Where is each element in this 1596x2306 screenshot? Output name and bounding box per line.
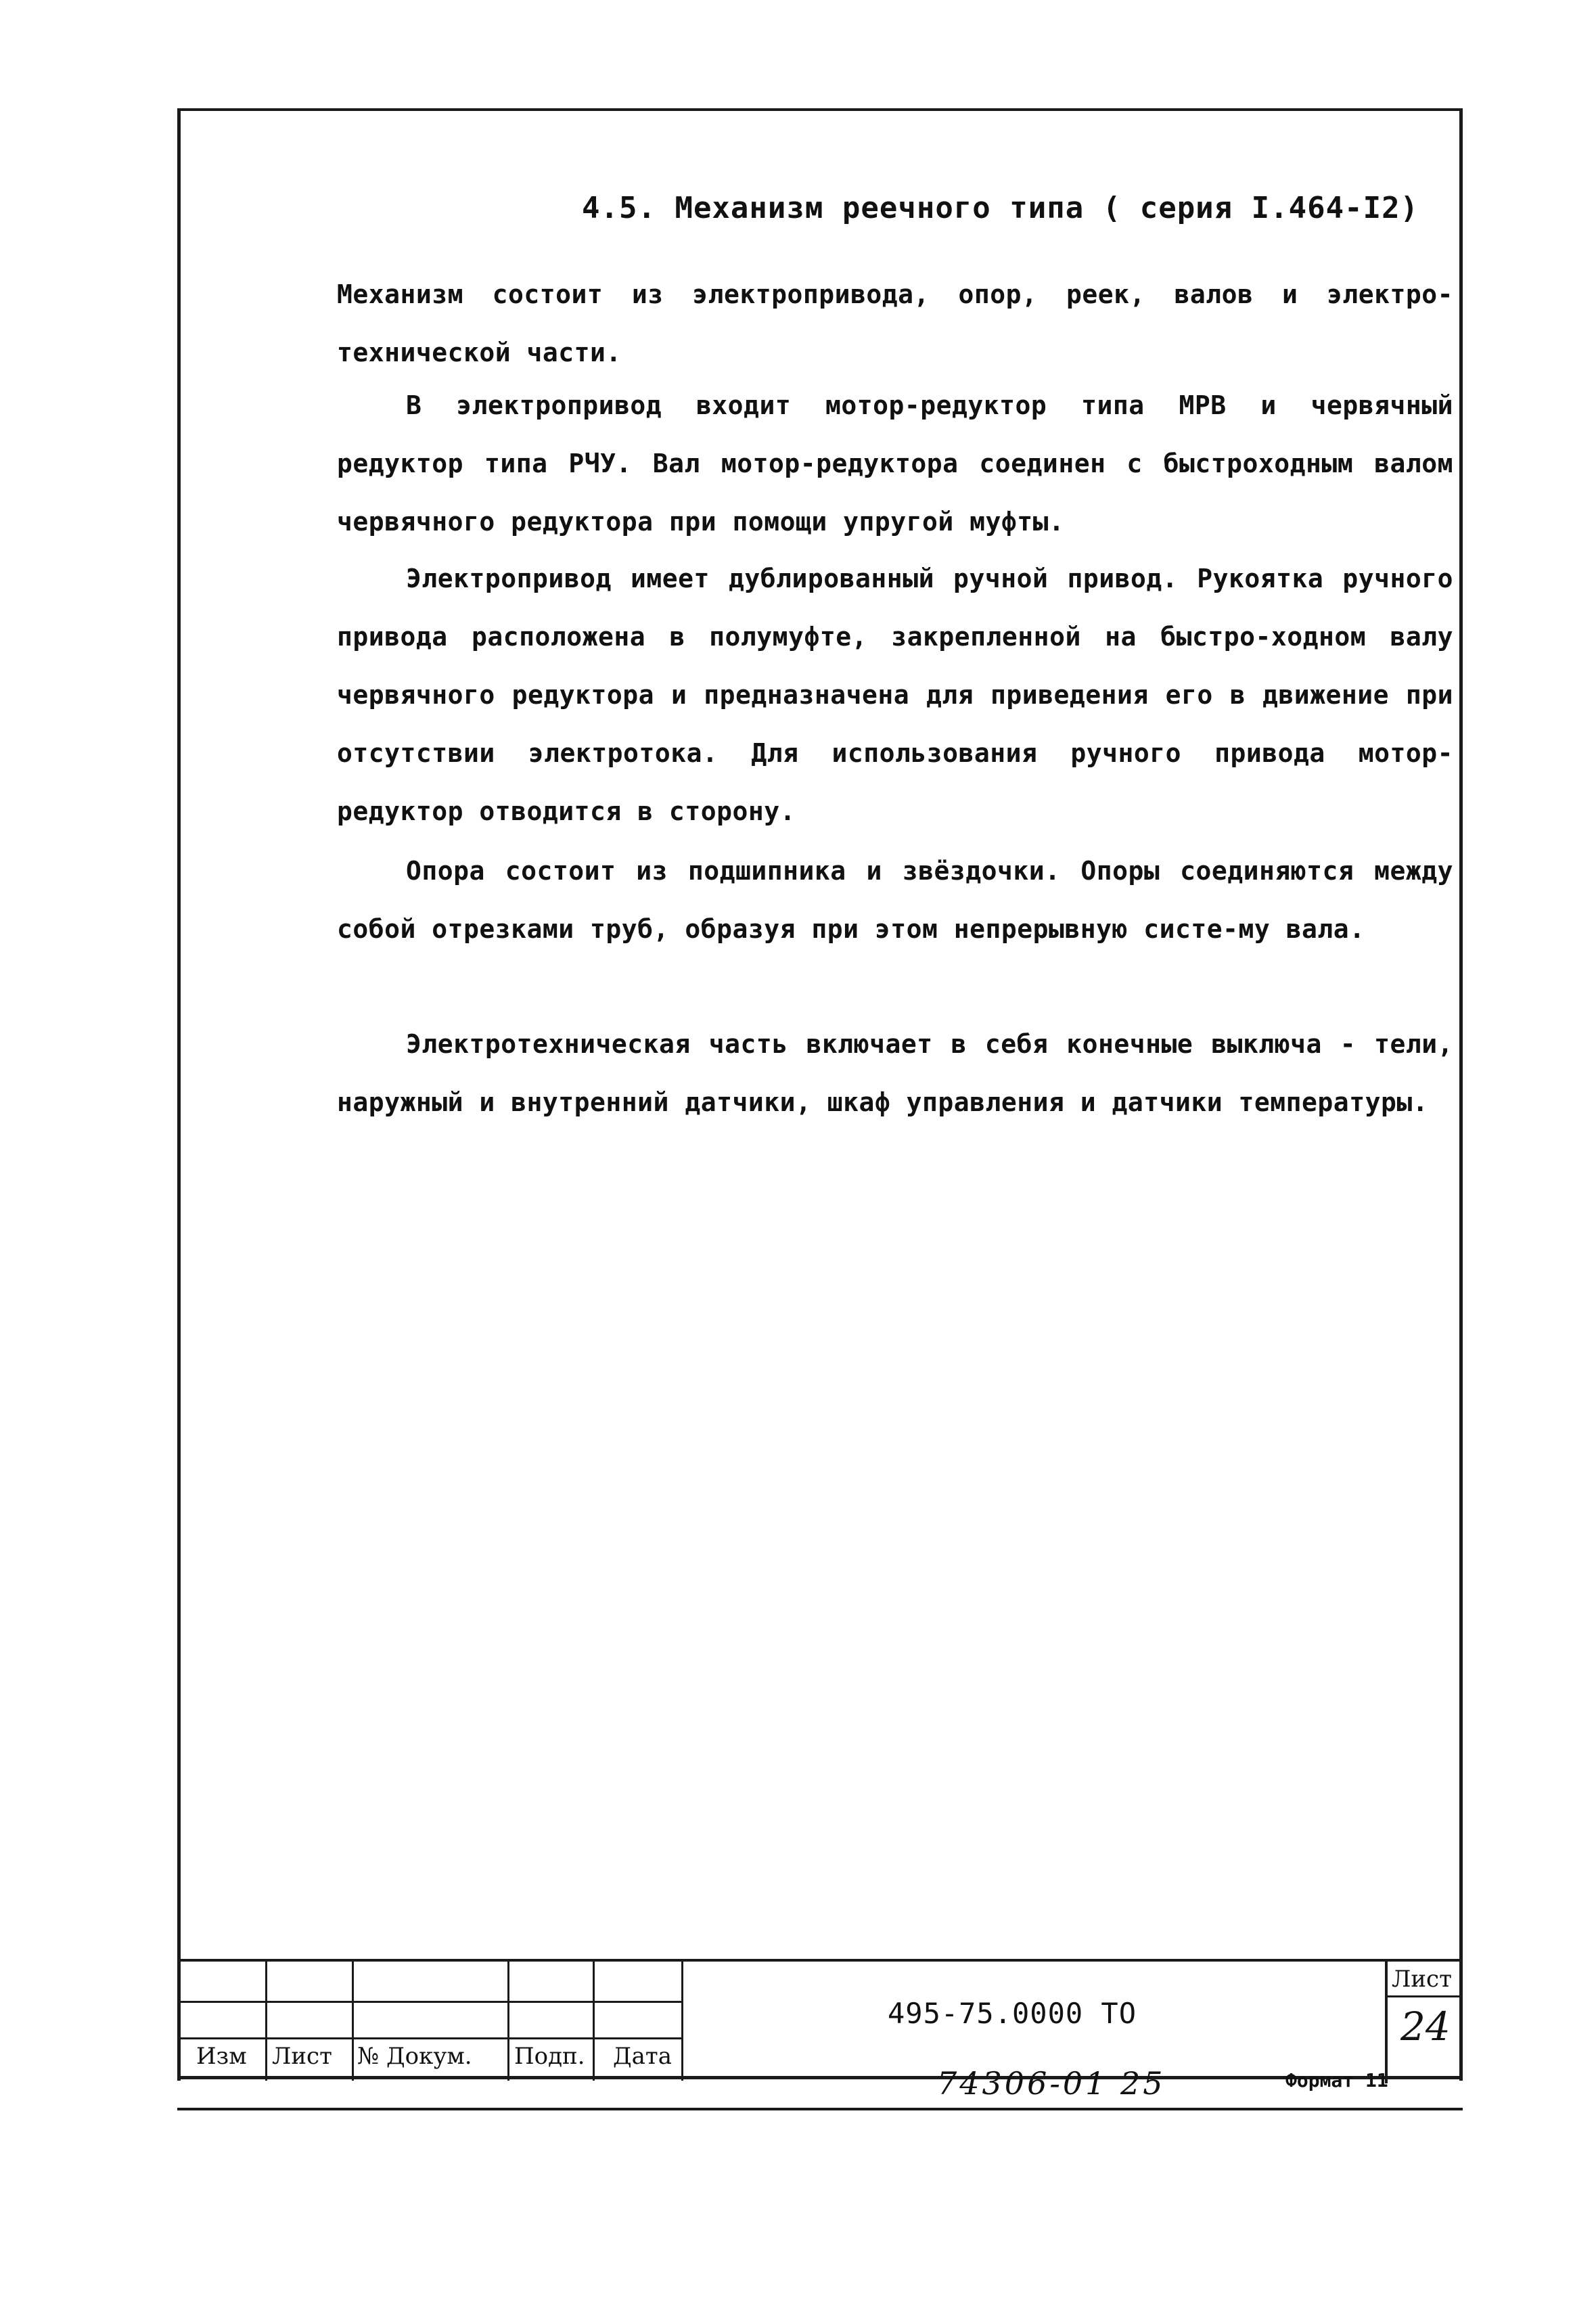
title-block-row-line: [177, 2001, 681, 2003]
sheet-label: Лист: [1392, 1966, 1452, 1993]
sheet-separator: [1385, 1995, 1463, 1997]
title-block-col-line: [352, 1962, 354, 2081]
title-block-col-line: [593, 1962, 595, 2081]
document-code: 495-75.0000 ТО: [888, 1997, 1137, 2030]
paragraph-5: Электротехническая часть включает в себя конечные выключа - тели, наружный и внутренний датчики, шкаф управления и датчики температуры.: [337, 1029, 1453, 1117]
bottom-rule-outer: [177, 2108, 1463, 2110]
title-block-col-line: [265, 1962, 267, 2081]
section-heading: 4.5. Механизм реечного типа ( серия I.464-I2): [582, 191, 1419, 225]
col-izm-label: Изм: [196, 2043, 247, 2070]
title-block-row-line: [177, 2037, 681, 2039]
sheet-number: 24: [1400, 2004, 1451, 2050]
paragraph-4: Опора состоит из подшипника и звёздочки. Опоры соединяются между собой отрезками труб, образуя при этом непрерывную систе-му вала.: [337, 856, 1453, 944]
title-block-col-line: [507, 1962, 509, 2081]
col-doc-label: № Докум.: [357, 2043, 472, 2070]
paragraph-1: Механизм состоит из электропривода, опор, реек, валов и электро-технической части.: [337, 279, 1453, 367]
paragraph-2: В электропривод входит мотор-редуктор типа МРВ и червячный редуктор типа РЧУ. Вал мотор-редуктора соединен с быстроходным валом червячного редуктора при помощи упругой муфты.: [337, 390, 1453, 537]
format-label: Формат 11: [1285, 2069, 1388, 2092]
handwritten-inventory-number: 74306-01 25: [937, 2065, 1166, 2102]
col-data-label: Дата: [613, 2043, 672, 2070]
title-block: [177, 1959, 1463, 2081]
col-list-label: Лист: [272, 2043, 332, 2070]
paragraph-3: Электропривод имеет дублированный ручной привод. Рукоятка ручного привода расположена в полумуфте, закрепленной на быстро-ходном валу червячного редуктора и предназначена для приведения его в движение при отсутствии электротока. Для использования ручного привода мотор-редуктор отводится в сторону.: [337, 564, 1453, 826]
title-block-col-line: [681, 1962, 683, 2081]
col-podp-label: Подп.: [514, 2043, 585, 2070]
bottom-rule: [177, 2076, 1463, 2079]
